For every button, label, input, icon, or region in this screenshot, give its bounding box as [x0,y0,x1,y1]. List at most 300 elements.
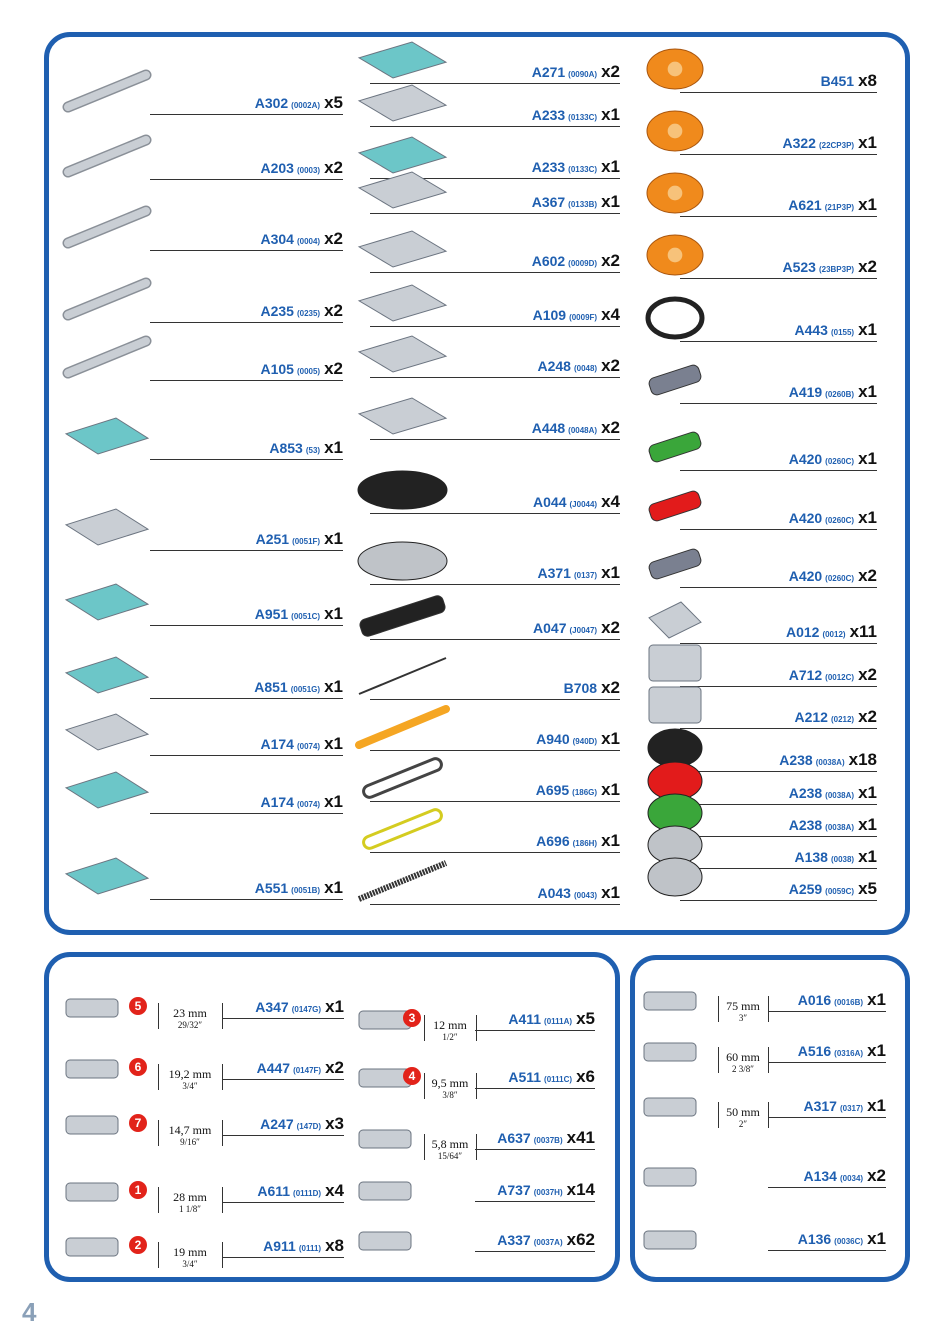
part-code: A043 [537,885,571,901]
part-code: A371 [537,565,571,581]
part-ref: (0036C) [834,1237,864,1246]
leader-line [768,1062,886,1063]
part-ref: (0155) [830,328,855,337]
part-code: A044 [533,494,567,510]
part-quantity: x1 [324,529,343,548]
part-a621 [680,195,877,217]
leader-line [768,1117,886,1118]
leader-line [680,403,877,404]
part-label [532,252,620,270]
leader-line [680,278,877,279]
leader-line [680,470,877,471]
part-quantity: x2 [867,1166,886,1185]
part-quantity: x1 [324,792,343,811]
part-label [536,832,620,850]
part-quantity: x4 [325,1181,344,1200]
leader-line [680,836,877,837]
length-inch: 29/32″ [177,1020,203,1030]
part-a551 [150,878,343,900]
leader-line [680,728,877,729]
part-code: A516 [797,1043,832,1059]
part-a637 [475,1128,595,1150]
length-measurement [427,1077,473,1100]
part-ref: (22CP3P) [818,141,855,150]
part-ref: (0147F) [293,1066,322,1075]
part-a419 [680,382,877,404]
part-code: A233 [531,159,566,175]
part-label [257,1182,344,1200]
leader-line [680,529,877,530]
leader-line [150,813,343,814]
length-inch: 3/4″ [182,1259,198,1269]
part-label [532,63,620,81]
leader-line [680,216,877,217]
part-label [255,998,344,1016]
page-number: 4 [22,1297,37,1327]
screw-icon [640,1164,700,1190]
part-label [794,848,877,866]
part-ref: (0038) [830,855,855,864]
part-code: A611 [257,1183,291,1199]
part-label [532,419,620,437]
screw-icon [62,1234,122,1260]
part-ref: (0074) [296,742,321,751]
part-ref: (0147G) [291,1005,322,1014]
length-measurement [721,1106,765,1129]
part-ref: (0137) [573,571,598,580]
part-ref: (0009F) [569,313,598,322]
part-a712 [680,665,877,687]
part-quantity: x11 [849,622,877,641]
part-label [260,1115,344,1133]
leader-line [680,804,877,805]
part-a853 [150,438,343,460]
part-code: A238 [779,752,813,768]
part-quantity: x5 [324,93,343,112]
length-measurement [161,1246,219,1269]
measure-tick [718,996,719,1022]
part-label [260,793,343,811]
part-quantity: x41 [566,1128,595,1147]
part-ref: (0005) [296,367,321,376]
part-a322 [680,133,877,155]
leader-line [680,643,877,644]
part-a602 [370,251,620,273]
part-ref: (0043) [573,891,598,900]
part-label [564,679,620,697]
part-label [789,509,877,527]
part-code: A523 [782,259,816,275]
flanged-plate-large-icon [62,414,152,458]
part-a109 [370,305,620,327]
part-code: A411 [508,1011,542,1027]
part-code: A420 [788,568,823,584]
part-quantity: x18 [848,750,877,769]
part-ref: (0051C) [291,612,321,621]
part-code: A271 [531,64,566,80]
part-code: A951 [254,606,289,622]
part-code: A367 [531,194,566,210]
part-ref: (0009D) [568,259,598,268]
part-a511 [475,1067,595,1089]
measure-tick [158,1120,159,1146]
part-code: A420 [788,510,823,526]
leader-line [680,587,877,588]
part-quantity: x1 [858,847,877,866]
length-mm: 28 mm [173,1190,207,1204]
part-label [789,816,877,834]
part-quantity: x8 [858,71,877,90]
part-quantity: x1 [601,729,620,748]
leader-line [370,377,620,378]
part-a174 [150,792,343,814]
part-code: A737 [497,1182,531,1198]
part-code: A238 [788,817,823,833]
part-a105 [150,359,343,381]
part-ref: (21P3P) [824,203,855,212]
part-label [254,678,343,696]
part-quantity: x1 [858,508,877,527]
part-label [255,879,343,897]
part-quantity: x2 [324,229,343,248]
part-code: A233 [531,107,566,123]
part-ref: (0034) [839,1174,864,1183]
leader-line [768,1187,886,1188]
part-a411 [475,1009,595,1031]
length-measurement [161,1124,219,1147]
strip-5-holes-icon [62,335,152,379]
part-code: A304 [260,231,294,247]
part-label [782,134,877,152]
part-quantity: x4 [601,305,620,324]
part-label [786,623,877,641]
leader-line [222,1135,344,1136]
part-label [497,1181,595,1199]
part-ref: (0051B) [291,886,321,895]
part-a238 [680,815,877,837]
part-quantity: x1 [601,780,620,799]
length-mm: 60 mm [726,1050,760,1064]
length-measurement [161,1191,219,1214]
curved-flanged-plate-icon [62,653,152,697]
part-quantity: x1 [858,382,877,401]
part-ref: (0260C) [825,516,855,525]
part-ref: (J0047) [569,626,598,635]
part-label [821,72,877,90]
leader-line [222,1018,344,1019]
part-code: A248 [537,358,571,374]
part-quantity: x2 [858,665,877,684]
part-label [803,1167,886,1185]
part-ref: (0111C) [544,1075,573,1084]
part-label [497,1231,595,1249]
part-quantity: x1 [867,1096,886,1115]
screw-icon [62,1179,122,1205]
part-label [255,94,343,112]
part-quantity: x2 [858,566,877,585]
part-label [532,193,620,211]
part-a420 [680,508,877,530]
part-label [794,321,877,339]
leader-line [370,904,620,905]
screw-icon [640,1227,700,1253]
part-a016 [768,990,886,1012]
length-inch: 3″ [738,1013,748,1023]
part-label [260,360,343,378]
length-inch: 3/4″ [182,1081,198,1091]
length-inch: 9/16″ [180,1137,200,1147]
part-ref: (J0044) [569,500,598,509]
part-a951 [150,604,343,626]
part-label [255,605,343,623]
part-ref: (0111A) [544,1017,573,1026]
part-quantity: x4 [601,492,620,511]
part-ref: (0074) [296,800,321,809]
u-plate-icon [62,854,152,898]
part-code: A302 [254,95,289,111]
length-measurement [161,1007,219,1030]
screw-icon [355,1126,415,1152]
length-measurement [427,1019,473,1042]
leader-line [150,698,343,699]
part-code: A247 [260,1116,294,1132]
screw-icon [62,1056,122,1082]
strip-11-holes-icon [62,69,152,113]
part-code: A712 [788,667,823,683]
part-a302 [150,93,343,115]
part-label [788,196,877,214]
part-b708 [370,678,620,700]
leader-line [222,1257,344,1258]
length-inch: 1/2″ [442,1032,458,1042]
part-a259 [680,879,877,901]
part-ref: (0012C) [825,673,855,682]
leader-line [680,771,877,772]
part-ref: (0038A) [815,758,845,767]
part-label [789,450,877,468]
part-label [798,991,886,1009]
part-code: A012 [785,624,820,640]
part-quantity: x1 [324,734,343,753]
part-code: A238 [788,785,823,801]
part-a247 [222,1114,344,1136]
part-code: A235 [260,303,294,319]
part-quantity: x1 [858,449,877,468]
part-quantity: x2 [324,359,343,378]
part-code: A602 [531,253,566,269]
part-a138 [680,847,877,869]
part-code: A109 [532,307,567,323]
measure-tick [158,1003,159,1029]
part-quantity: x1 [867,1229,886,1248]
part-code: A447 [256,1060,291,1076]
part-label [798,1230,886,1248]
part-ref: (0016B) [834,998,864,1007]
part-quantity: x5 [858,879,877,898]
part-quantity: x1 [858,133,877,152]
part-quantity: x1 [324,677,343,696]
part-code: B451 [820,73,855,89]
leader-line [370,852,620,853]
part-label [532,106,620,124]
part-quantity: x14 [566,1180,595,1199]
part-label [256,530,343,548]
part-code: A443 [794,322,828,338]
screw-icon [640,1094,700,1120]
part-code: A911 [263,1238,296,1254]
part-quantity: x2 [324,158,343,177]
part-label [782,258,877,276]
part-quantity: x2 [858,257,877,276]
part-ref: (186H) [572,839,598,848]
part-quantity: x2 [325,1058,344,1077]
part-quantity: x2 [858,707,877,726]
part-ref: (0051G) [290,685,321,694]
leader-line [768,1250,886,1251]
part-quantity: x1 [324,438,343,457]
part-code: A174 [260,794,294,810]
leader-line [222,1079,344,1080]
part-a012 [680,622,877,644]
part-ref: (0048A) [568,426,598,435]
part-quantity: x2 [601,678,620,697]
length-mm: 19,2 mm [168,1067,212,1081]
part-quantity: x1 [858,320,877,339]
part-a523 [680,257,877,279]
length-mm: 14,7 mm [168,1123,212,1137]
part-ref: (0260C) [825,457,855,466]
length-mm: 23 mm [173,1006,207,1020]
part-label [497,1129,595,1147]
part-label [536,781,620,799]
part-ref: (0037B) [533,1136,563,1145]
part-a251 [150,529,343,551]
part-code: A551 [254,880,289,896]
part-ref: (0316A) [834,1049,864,1058]
part-quantity: x1 [601,883,620,902]
length-measurement [721,1051,765,1074]
leader-line [370,513,620,514]
measure-tick [158,1242,159,1268]
measure-tick [424,1134,425,1160]
part-quantity: x1 [601,105,620,124]
part-a317 [768,1096,886,1118]
strip-5-holes-icon [62,277,152,321]
strip-9-holes-icon [62,134,152,178]
part-code: A174 [260,736,294,752]
length-measurement [427,1138,473,1161]
part-code: A851 [254,679,288,695]
part-label [533,493,620,511]
part-ref: (0004) [296,237,321,246]
part-code: A105 [260,361,294,377]
part-ref: (0111) [298,1244,322,1253]
part-a851 [150,677,343,699]
part-code: B708 [563,680,598,696]
part-label [508,1010,595,1028]
part-quantity: x1 [325,997,344,1016]
part-ref: (0003) [296,166,321,175]
part-quantity: x6 [576,1067,595,1086]
part-label [533,619,620,637]
part-ref: (147D) [296,1122,322,1131]
small-bracket-plate-icon [62,580,152,624]
leader-line [150,322,343,323]
leader-line [475,1251,595,1252]
part-a304 [150,229,343,251]
part-quantity: x8 [325,1236,344,1255]
part-label [257,1059,344,1077]
part-a134 [768,1166,886,1188]
part-label [537,357,620,375]
part-label [536,730,620,748]
leader-line [475,1088,595,1089]
part-a611 [222,1181,344,1203]
part-ref: (0037H) [533,1188,563,1197]
part-quantity: x3 [325,1114,344,1133]
part-ref: (0037A) [533,1238,563,1247]
number-badge: 4 [403,1067,421,1085]
part-quantity: x1 [324,878,343,897]
measure-tick [424,1015,425,1041]
leader-line [475,1030,595,1031]
leader-line [222,1202,344,1203]
part-label [789,784,877,802]
part-code: A138 [794,849,828,865]
leader-line [370,639,620,640]
part-a043 [370,883,620,905]
part-label [789,383,877,401]
part-a233 [370,105,620,127]
part-b451 [680,71,877,93]
part-label [789,666,877,684]
part-code: A212 [794,709,828,725]
part-ref: (940D) [572,737,598,746]
leader-line [370,584,620,585]
part-label [794,708,877,726]
part-label [260,159,343,177]
measure-tick [718,1047,719,1073]
part-code: A259 [788,881,823,897]
length-mm: 50 mm [726,1105,760,1119]
part-quantity: x1 [324,604,343,623]
screw-icon [355,1228,415,1254]
part-ref: (0235) [296,309,321,318]
part-a695 [370,780,620,802]
part-quantity: x2 [601,62,620,81]
part-quantity: x62 [566,1230,595,1249]
part-label [508,1068,595,1086]
part-quantity: x2 [601,251,620,270]
part-a047 [370,618,620,640]
part-code: A251 [255,531,290,547]
leader-line [475,1149,595,1150]
part-label [533,306,620,324]
part-ref: (0002A) [291,101,321,110]
part-ref: (0051F) [292,537,321,546]
leader-line [150,250,343,251]
leader-line [475,1201,595,1202]
leader-line [768,1011,886,1012]
length-inch: 2″ [738,1119,748,1129]
part-code: A853 [269,440,303,456]
part-ref: (0059C) [825,887,855,896]
part-a136 [768,1229,886,1251]
leader-line [680,154,877,155]
part-label [798,1042,886,1060]
leader-line [370,750,620,751]
number-badge: 3 [403,1009,421,1027]
